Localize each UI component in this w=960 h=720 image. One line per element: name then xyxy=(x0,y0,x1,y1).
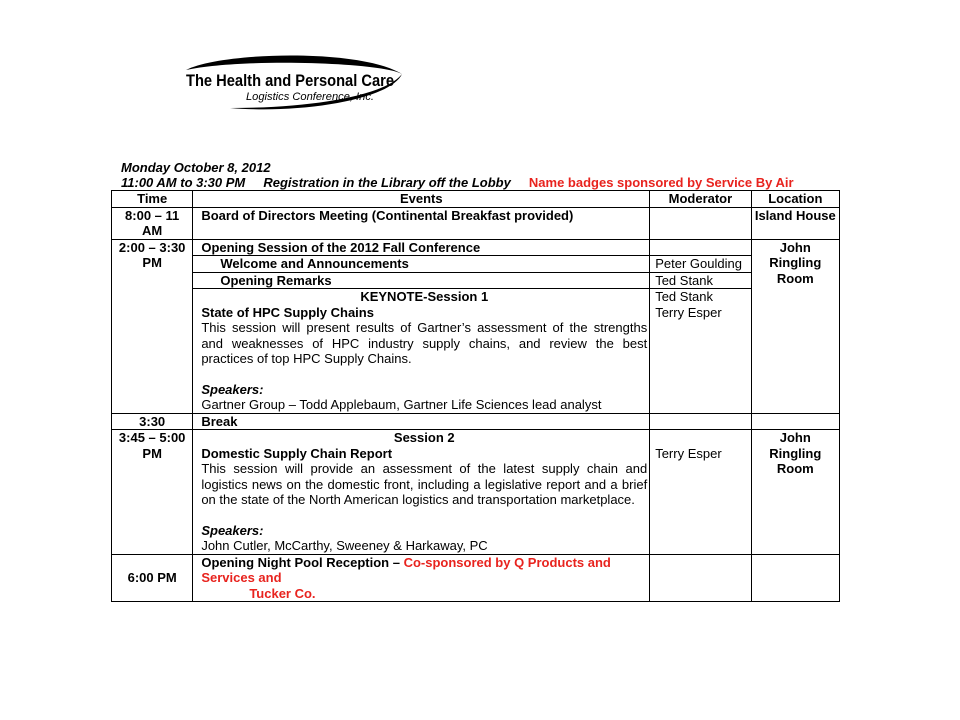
row-time: 3:45 – 5:00 PM xyxy=(112,430,193,555)
table-subrow xyxy=(112,272,840,289)
row-moderator xyxy=(650,207,751,239)
keynote-description: This session will present results of Gartner’s assessment of the strengths and weaknesses of HPC industry supply chains, and review the best practices of top HPC Supply Chains. xyxy=(201,320,648,366)
row-location: John Ringling Room xyxy=(751,430,839,555)
keynote-moderators xyxy=(650,289,751,414)
reception-sponsor-line1: Co-sponsored by Q Products and Services and xyxy=(201,554,611,585)
registration-text: Registration in the Library off the Lobby xyxy=(263,175,511,190)
session2-description: This session will provide an assessment of the latest supply chain and logistics news on the domestic front, including a legislative report and a brief on the state of the North American logistics and transportation marketplace. xyxy=(201,461,648,507)
remarks-event: Opening Remarks xyxy=(193,272,650,289)
session2-moderator: Terry Esper xyxy=(655,445,722,461)
row-location xyxy=(751,554,839,602)
schedule-header xyxy=(121,160,841,190)
row-moderator xyxy=(650,554,751,602)
row-location: John Ringling Room xyxy=(751,239,839,413)
reception-cell xyxy=(193,554,650,602)
welcome-event: Welcome and Announcements xyxy=(193,256,650,273)
keynote-speakers-label: Speakers: xyxy=(201,381,264,397)
session2-subtitle: Domestic Supply Chain Report xyxy=(201,445,393,461)
logo-line2: Logistics Conference, Inc. xyxy=(246,91,374,103)
keynote-moderator-1: Ted Stank xyxy=(655,289,714,304)
reception-event: Opening Night Pool Reception – xyxy=(201,554,400,570)
reception-line1 xyxy=(201,555,647,586)
keynote-title: KEYNOTE-Session 1 xyxy=(360,289,489,304)
keynote-speakers: Gartner Group – Todd Applebaum, Gartner Life Sciences lead analyst xyxy=(201,397,602,412)
time-header: Time xyxy=(112,191,193,208)
reception-sponsor-line2: Tucker Co. xyxy=(249,585,316,601)
conference-logo xyxy=(180,52,405,112)
row-moderator xyxy=(650,239,751,256)
schedule-date: Monday October 8, 2012 xyxy=(121,160,271,175)
remarks-moderator: Ted Stank xyxy=(650,272,751,289)
logo-line1: The Health and Personal Care xyxy=(186,72,394,90)
table-row xyxy=(112,413,840,430)
keynote-moderator-2: Terry Esper xyxy=(655,304,722,320)
row-location xyxy=(751,413,839,430)
schedule-table xyxy=(111,190,840,602)
row-event: Board of Directors Meeting (Continental Breakfast provided) xyxy=(193,207,650,239)
session2-cell xyxy=(193,430,650,555)
row-time: 3:30 xyxy=(112,413,193,430)
location-header: Location xyxy=(751,191,839,208)
registration-line xyxy=(121,175,841,190)
row-time: 2:00 – 3:30 PM xyxy=(112,239,193,413)
badge-sponsor-note: Name badges sponsored by Service By Air xyxy=(528,175,794,190)
registration-time: 11:00 AM to 3:30 PM xyxy=(121,175,246,190)
table-row xyxy=(112,207,840,239)
row-moderator xyxy=(650,413,751,430)
session2-moderator-cell xyxy=(650,430,751,555)
row-event: Opening Session of the 2012 Fall Conference xyxy=(193,239,650,256)
table-row xyxy=(112,554,840,602)
moderator-header: Moderator xyxy=(650,191,751,208)
keynote-cell xyxy=(193,289,650,414)
row-time: 8:00 – 11 AM xyxy=(112,207,193,239)
table-header-row xyxy=(112,191,840,208)
row-event: Break xyxy=(193,413,650,430)
session2-speakers: John Cutler, McCarthy, Sweeney & Harkaway, PC xyxy=(201,538,488,553)
table-subrow xyxy=(112,256,840,273)
session2-speakers-label: Speakers: xyxy=(201,522,264,538)
row-location: Island House xyxy=(751,207,839,239)
table-row xyxy=(112,430,840,555)
welcome-moderator: Peter Goulding xyxy=(650,256,751,273)
table-subrow xyxy=(112,289,840,414)
events-header: Events xyxy=(193,191,650,208)
keynote-subtitle: State of HPC Supply Chains xyxy=(201,304,374,320)
table-row xyxy=(112,239,840,256)
session2-title: Session 2 xyxy=(393,430,455,445)
row-time: 6:00 PM xyxy=(112,554,193,602)
